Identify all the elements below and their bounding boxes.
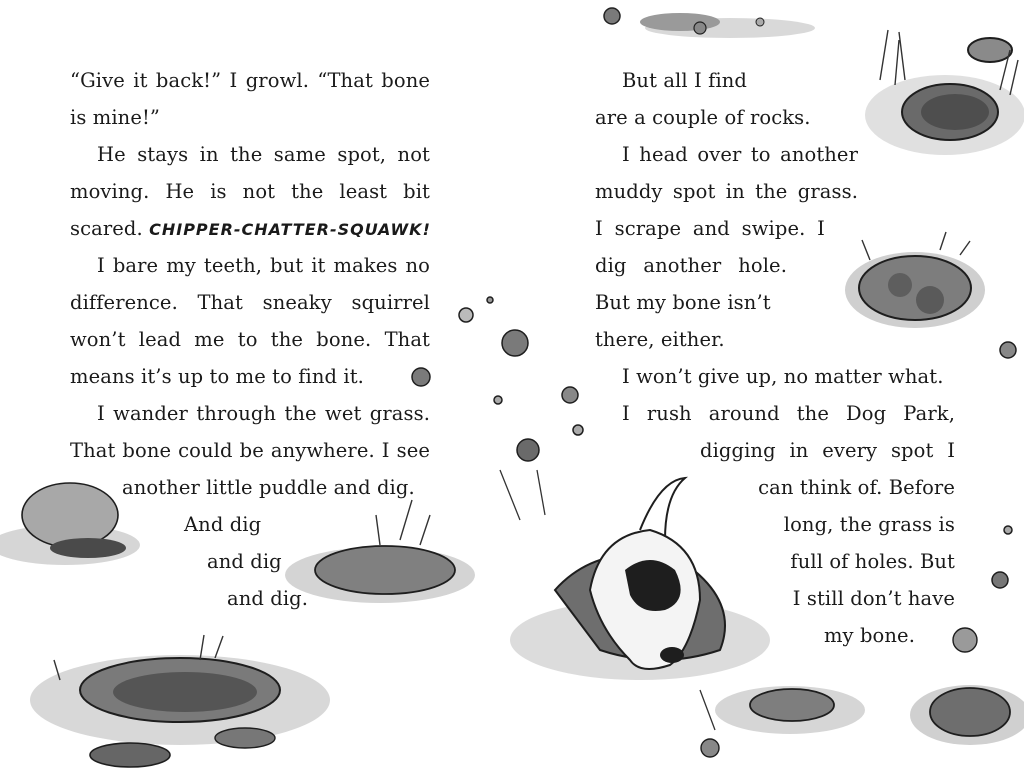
left-line-8: won’t lead me to the bone. That (70, 328, 430, 351)
right-line-2: are a couple of rocks. (595, 106, 811, 129)
left-line-13: And dig (184, 513, 262, 536)
mound-left-middle (285, 500, 475, 603)
left-line-6: I bare my teeth, but it makes no (97, 254, 430, 277)
right-line-9: I won’t give up, no matter what. (622, 365, 944, 388)
left-line-10: I wander through the wet grass. (97, 402, 430, 425)
left-line-4: moving. He is not the least bit (70, 180, 430, 203)
right-line-13: long, the grass is (783, 513, 955, 536)
mound-right-middle (845, 232, 985, 328)
left-line-12: another little puddle and dig. (122, 476, 415, 499)
hole-bottom-left (30, 635, 330, 767)
right-line-10: I rush around the Dog Park, (622, 402, 955, 425)
top-dirt-patch (604, 8, 815, 38)
left-line-1: “Give it back!” I growl. “That bone (70, 69, 430, 92)
left-line-5 (70, 210, 431, 247)
right-line-4: muddy spot in the grass. (595, 180, 858, 203)
right-line-16: my bone. (823, 624, 915, 647)
bush-left (0, 483, 140, 565)
right-line-5: I scrape and swipe. I (595, 217, 825, 240)
left-line-11: That bone could be anywhere. I see (70, 439, 430, 462)
left-line-2: is mine!” (70, 106, 160, 129)
right-line-1: But all I find (622, 69, 748, 92)
left-line-14: and dig (207, 550, 282, 573)
right-line-6: dig another hole. (595, 254, 787, 277)
right-line-12: can think of. Before (758, 476, 955, 499)
hole-top-right (865, 30, 1024, 155)
left-line-5-text: scared. (70, 217, 143, 240)
right-line-7: But my bone isn’t (595, 291, 771, 314)
right-line-15: I still don’t have (792, 587, 955, 610)
right-line-8: there, either. (595, 328, 725, 351)
right-line-14: full of holes. But (790, 550, 955, 573)
left-line-7: difference. That sneaky squirrel (70, 291, 430, 314)
left-line-3: He stays in the same spot, not (97, 143, 430, 166)
right-line-11: digging in every spot I (700, 439, 955, 462)
sound-effect: CHIPPER-CHATTER-SQUAWK! (149, 220, 431, 239)
left-line-9: means it’s up to me to find it. (70, 365, 364, 388)
right-line-3: I head over to another (622, 143, 858, 166)
left-line-15: and dig. (227, 587, 309, 610)
